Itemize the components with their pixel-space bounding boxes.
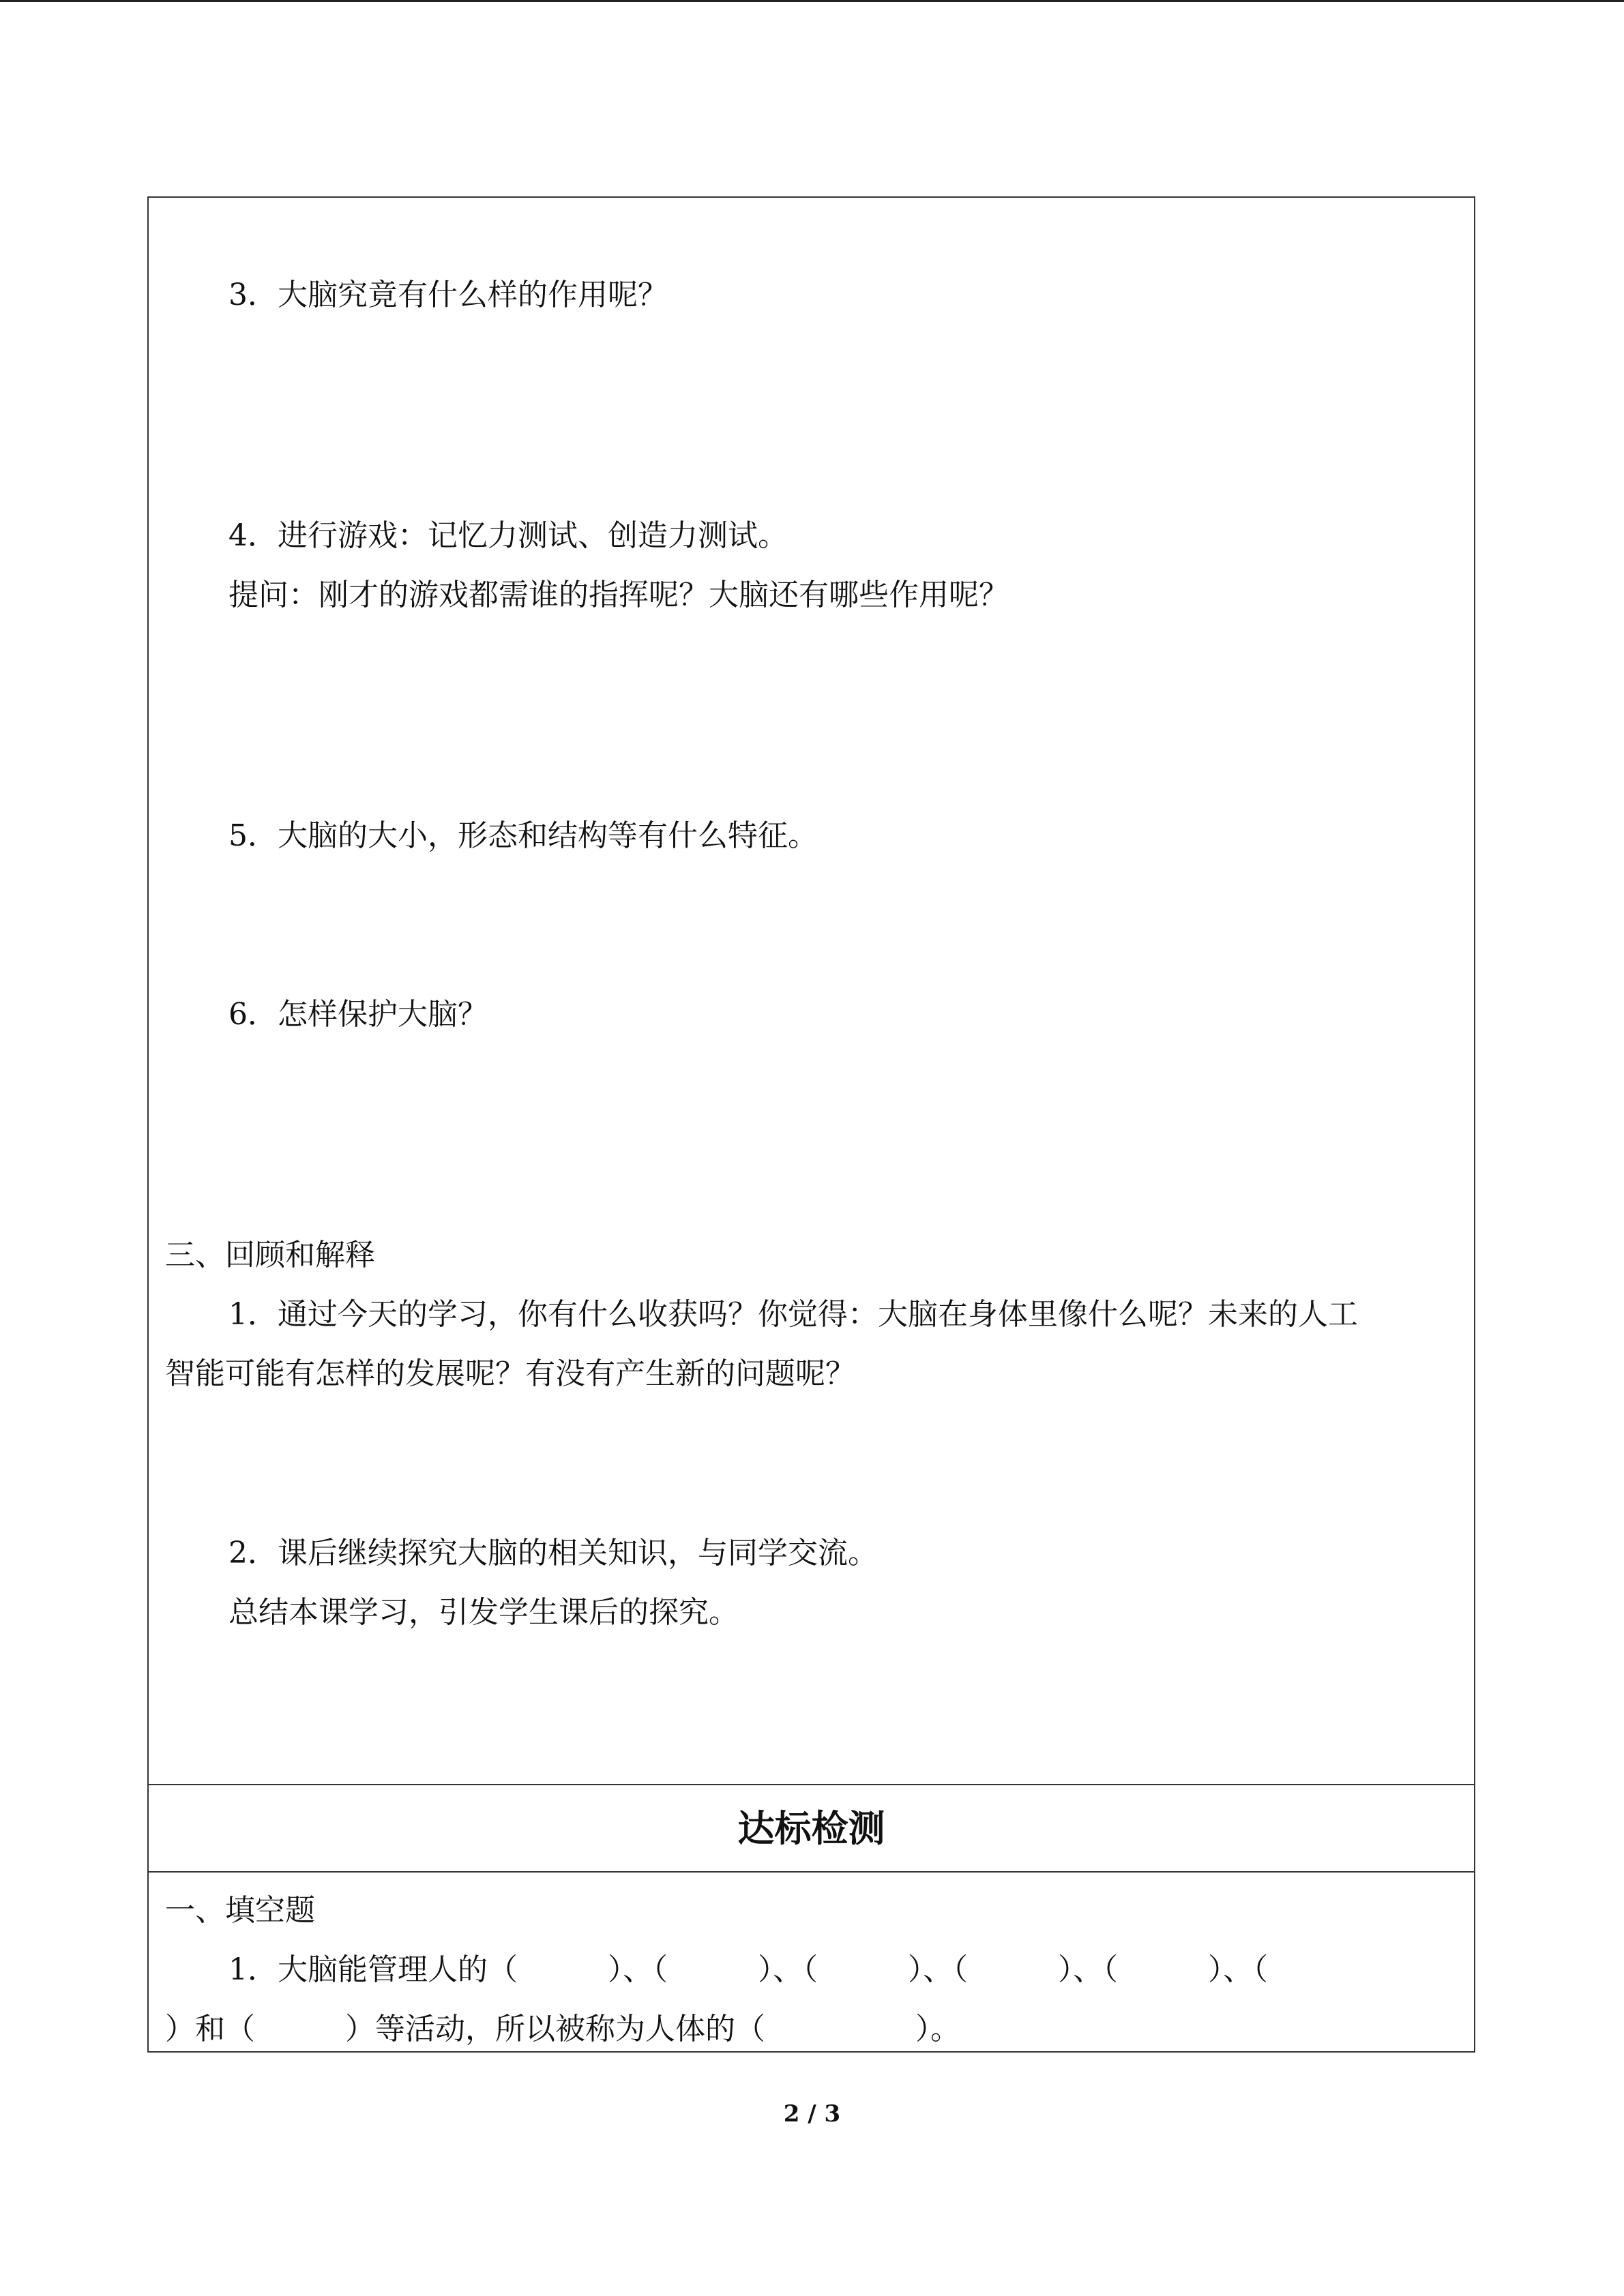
- reflection-question-line-1: 1．通过今天的学习，你有什么收获吗？你觉得：大脑在身体里像什么呢？未来的人工: [228, 1297, 1358, 1332]
- question-3: 3．大脑究竟有什么样的作用呢？: [228, 278, 668, 312]
- extension-task: 2．课后继续探究大脑的相关知识，与同学交流。: [228, 1536, 878, 1570]
- lesson-plan-table: [147, 196, 1475, 2053]
- question-4-prompt: 提问：刚才的游戏都需谁的指挥呢？大脑还有哪些作用呢？: [228, 578, 1009, 612]
- question-6: 6．怎样保护大脑？: [228, 997, 488, 1032]
- question-4-activity: 4．进行游戏：记忆力测试、创造力测试。: [228, 518, 788, 553]
- assessment-heading-cell: [149, 1785, 1474, 1873]
- fill-in-blank-question-line-1: 1．大脑能管理人的（ ）、（ ）、（ ）、（ ）、（ ）、（: [228, 1952, 1268, 1987]
- fill-in-blank-question-line-2: ）和（ ）等活动，所以被称为人体的（ ）。: [165, 2012, 960, 2046]
- assessment-heading: 达标检测: [737, 1806, 885, 1850]
- fill-in-blank-title: 一、填空题: [165, 1893, 315, 1928]
- lesson-process-cell: [149, 198, 1474, 1785]
- question-5: 5．大脑的大小，形态和结构等有什么特征。: [228, 818, 818, 853]
- page-top-rule: [0, 0, 1624, 2]
- page-number: 2 / 3: [783, 2100, 841, 2128]
- fill-in-blank-cell: [149, 1873, 1474, 2051]
- lesson-summary: 总结本课学习，引发学生课后的探究。: [228, 1595, 739, 1630]
- reflection-question-line-2: 智能可能有怎样的发展呢？有没有产生新的问题呢？: [165, 1356, 855, 1391]
- section-3-title: 三、回顾和解释: [165, 1238, 375, 1272]
